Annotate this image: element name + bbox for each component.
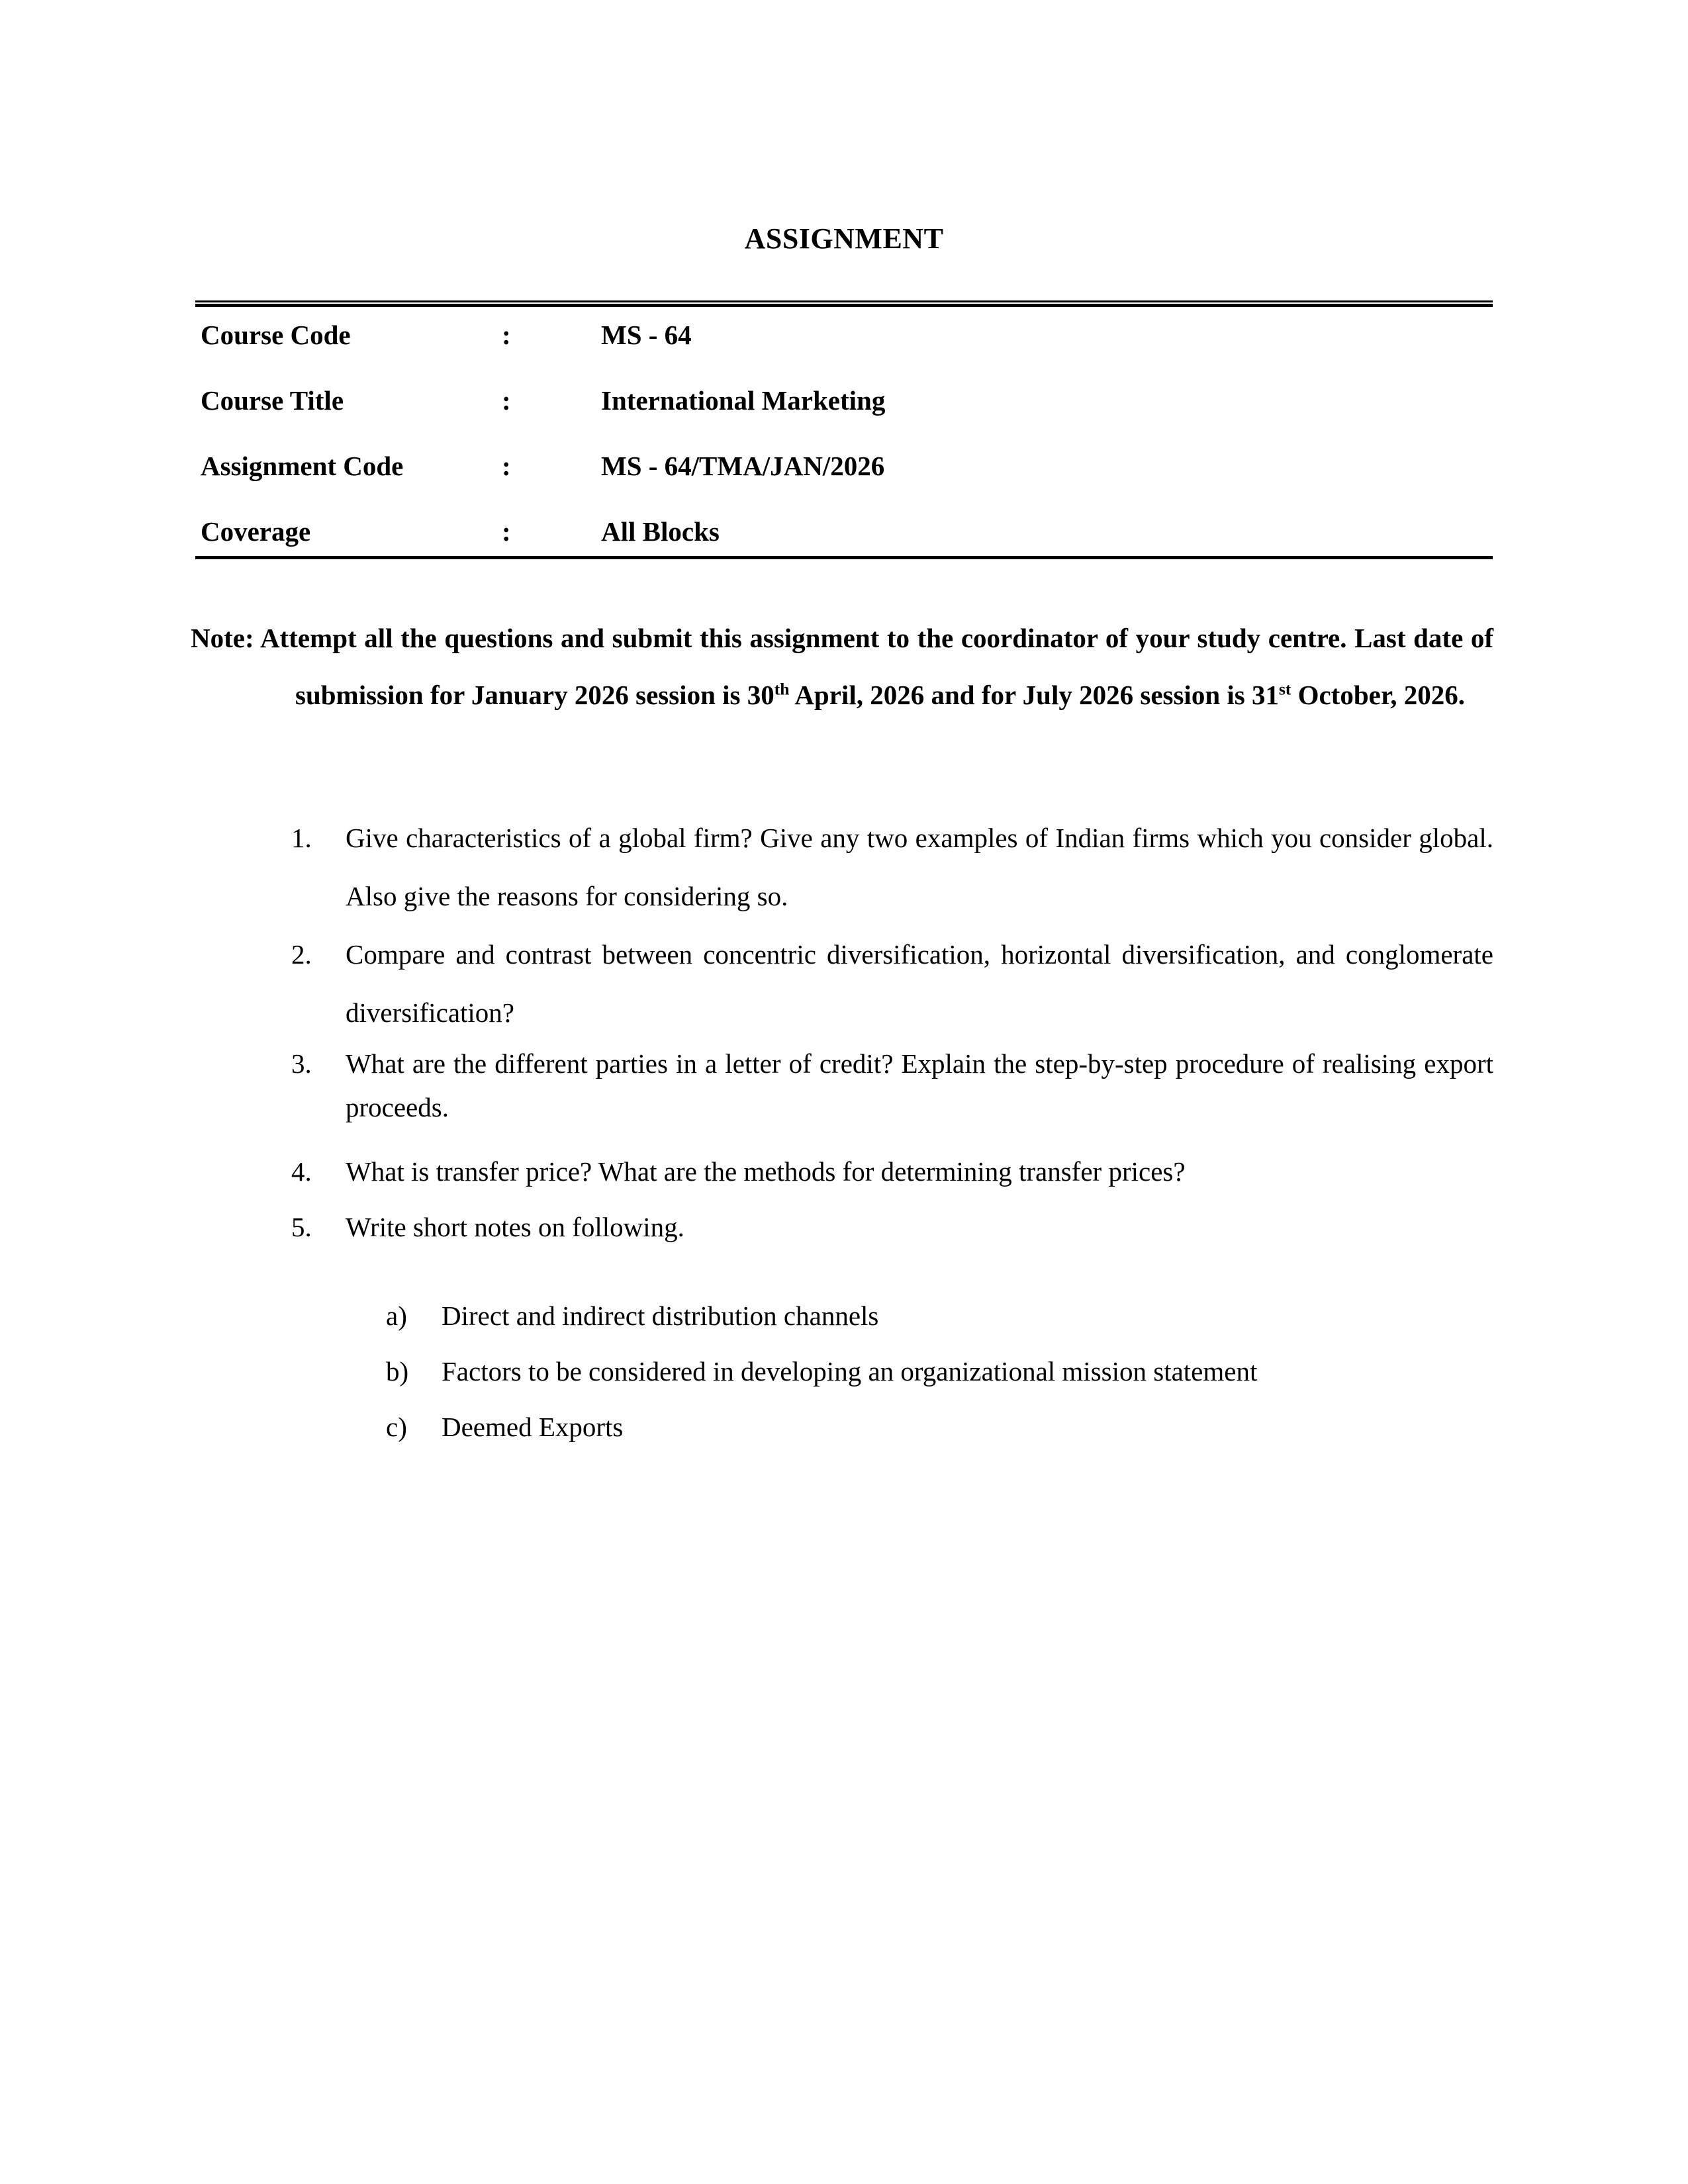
list-item [291,1042,1493,1129]
subquestion-text: Deemed Exports [442,1412,624,1442]
meta-colon-course-code: : [502,319,511,350]
meta-value-course-code: MS - 64 [601,319,692,350]
note-text-part-2: April, 2026 and for July 2026 session is 31 [789,680,1279,710]
short-notes-sublist [386,1288,1493,1455]
meta-value-coverage: All Blocks [601,516,720,547]
question-text: Compare and contrast between concentric diversification, horizontal diversification, and conglomerate diversification? [346,939,1493,1028]
question-number: 2. [291,939,312,970]
list-item [291,1199,1493,1255]
course-meta-table [195,302,1493,564]
list-item [386,1343,1493,1399]
note-lead-label: Note: [191,623,254,653]
question-text: Give characteristics of a global firm? Give any two examples of Indian firms which you consider global. Also give the reasons for considering so. [346,823,1493,911]
question-text: Write short notes on following. [346,1212,684,1242]
list-item [291,1144,1493,1199]
meta-label-coverage: Coverage [201,516,311,547]
meta-label-assignment-code: Assignment Code [201,450,404,481]
question-number: 5. [291,1212,312,1242]
question-list [291,809,1493,1255]
note-ordinal-suffix-st: st [1278,680,1291,699]
subquestion-text: Factors to be considered in developing an organizational mission statement [442,1356,1258,1387]
submission-note [191,610,1493,723]
meta-label-course-title: Course Title [201,385,344,416]
meta-label-course-code: Course Code [201,319,351,350]
subquestion-marker: b) [386,1356,409,1387]
subquestion-marker: a) [386,1300,407,1331]
question-number: 3. [291,1048,312,1079]
list-item [386,1399,1493,1455]
question-number: 4. [291,1156,312,1187]
meta-colon-coverage: : [502,516,511,547]
page-title: ASSIGNMENT [744,222,944,255]
subquestion-text: Direct and indirect distribution channels [442,1300,879,1331]
meta-table-bottom-rule [195,556,1493,559]
list-item [291,925,1493,1042]
table-row [195,433,1493,498]
note-text-part-1: Attempt all the questions and submit this assignment to the coordinator of your study centre. Last date of submission for January 2026 session is 30 [254,623,1493,710]
question-text: What are the different parties in a letter of credit? Explain the step-by-step procedure of realising export proceeds. [346,1048,1493,1122]
list-item [386,1288,1493,1343]
question-number: 1. [291,823,312,853]
meta-value-course-title: International Marketing [601,385,886,416]
subquestion-marker: c) [386,1412,407,1442]
note-text-part-3: October, 2026. [1291,680,1466,710]
meta-colon-assignment-code: : [502,450,511,481]
table-row [195,302,1493,367]
meta-value-assignment-code: MS - 64/TMA/JAN/2026 [601,450,885,481]
list-item [291,809,1493,925]
question-text: What is transfer price? What are the methods for determining transfer prices? [346,1156,1186,1187]
note-ordinal-suffix-th: th [774,680,790,699]
table-row [195,498,1493,564]
table-row [195,367,1493,433]
meta-colon-course-title: : [502,385,511,416]
